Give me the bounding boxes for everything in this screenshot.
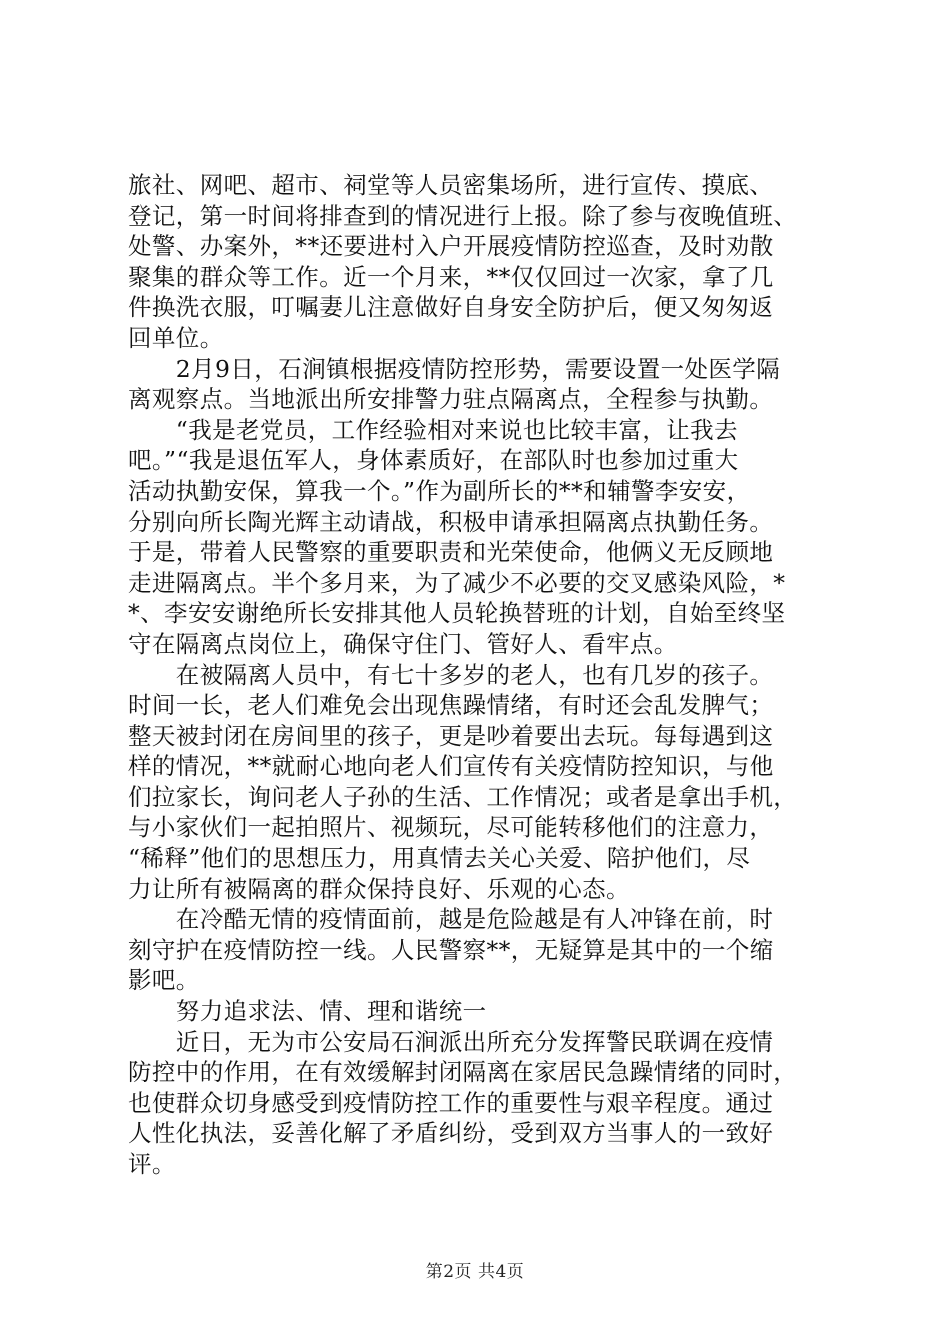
text-line: 旅社、网吧、超市、祠堂等人员密集场所，进行宣传、摸底、	[128, 171, 774, 199]
text-line: 处警、办案外，**还要进村入户开展疫情防控巡查，及时劝散	[128, 232, 774, 261]
text-line: 与小家伙们一起拍照片、视频玩，尽可能转移他们的注意力，	[128, 813, 774, 842]
text-line: 刻守护在疫情防控一线。人民警察**，无疑算是其中的一个缩	[128, 935, 774, 964]
text-line: 2月9日，石涧镇根据疫情防控形势，需要设置一处医学隔	[128, 354, 781, 383]
text-line: 在被隔离人员中，有七十多岁的老人，也有几岁的孩子。	[128, 660, 774, 689]
text-line: 样的情况，**就耐心地向老人们宣传有关疫情防控知识，与他	[128, 752, 774, 781]
text-line: 们拉家长，询问老人子孙的生活、工作情况；或者是拿出手机，	[128, 782, 798, 811]
paragraph	[128, 1027, 840, 1180]
paragraph	[128, 660, 840, 905]
text-line: 在冷酷无情的疫情面前，越是危险越是有人冲锋在前，时	[128, 905, 774, 934]
text-line: “稀释”他们的思想压力，用真情去关心关爱、陪护他们，尽	[128, 844, 751, 873]
text-line: 人性化执法，妥善化解了矛盾纠纷，受到双方当事人的一致好	[128, 1119, 774, 1148]
document-body	[128, 170, 840, 1180]
text-line: 离观察点。当地派出所安排警力驻点隔离点，全程参与执勤。	[128, 385, 774, 414]
text-line: 吧。”“我是退伍军人，身体素质好，在部队时也参加过重大	[128, 446, 739, 475]
text-line: 防控中的作用，在有效缓解封闭隔离在家居民急躁情绪的同时，	[128, 1058, 798, 1087]
text-line: 整天被封闭在房间里的孩子，更是吵着要出去玩。每每遇到这	[128, 721, 774, 750]
text-line: 走进隔离点。半个多月来，为了减少不必要的交叉感染风险，*	[128, 568, 786, 597]
text-line: 时间一长，老人们难免会出现焦躁情绪，有时还会乱发脾气；	[128, 691, 774, 720]
text-line: 登记，第一时间将排查到的情况进行上报。除了参与夜晚值班、	[128, 201, 798, 230]
text-line: 影吧。	[128, 966, 200, 995]
text-line: 回单位。	[128, 323, 224, 352]
text-line: 也使群众切身感受到疫情防控工作的重要性与艰辛程度。通过	[128, 1088, 774, 1117]
paragraph	[128, 170, 840, 354]
text-line: 努力追求法、情、理和谐统一	[128, 997, 487, 1026]
paragraph	[128, 904, 840, 996]
text-line: 力让所有被隔离的群众保持良好、乐观的心态。	[128, 874, 630, 903]
text-line: “我是老党员，工作经验相对来说也比较丰富，让我去	[128, 415, 738, 444]
paragraph	[128, 354, 840, 415]
text-line: *、李安安谢绝所长安排其他人员轮换替班的计划，自始至终坚	[128, 599, 786, 628]
text-line: 分别向所长陶光辉主动请战，积极申请承担隔离点执勤任务。	[128, 507, 774, 536]
text-line: 评。	[128, 1150, 176, 1178]
text-line: 近日，无为市公安局石涧派出所充分发挥警民联调在疫情	[128, 1027, 774, 1056]
text-line: 聚集的群众等工作。近一个月来，**仅仅回过一次家，拿了几	[128, 262, 774, 291]
page-footer: 第2页 共4页	[425, 1262, 525, 1282]
text-line: 守在隔离点岗位上，确保守住门、管好人、看牢点。	[128, 629, 678, 658]
text-line: 活动执勤安保，算我一个。”作为副所长的**和辅警李安安，	[128, 476, 751, 505]
paragraph	[128, 415, 840, 660]
text-line: 件换洗衣服，叮嘱妻儿注意做好自身安全防护后，便又匆匆返	[128, 293, 774, 322]
text-line: 于是，带着人民警察的重要职责和光荣使命，他俩义无反顾地	[128, 538, 774, 567]
paragraph	[128, 996, 840, 1027]
